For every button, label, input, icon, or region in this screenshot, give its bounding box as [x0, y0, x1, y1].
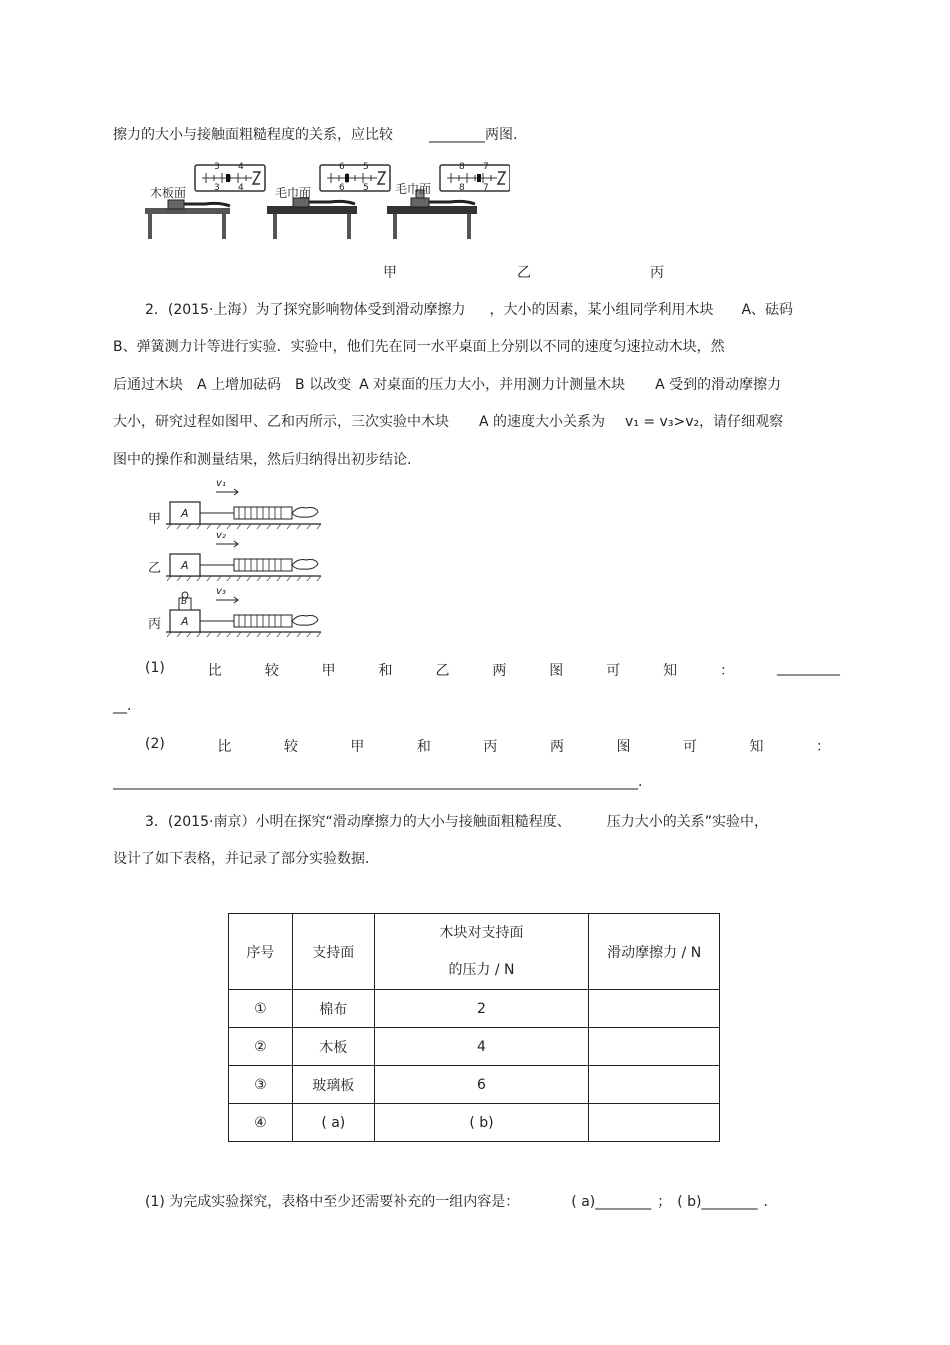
velocity-label: v₁: [216, 478, 226, 489]
table-row: ② 木板 4: [229, 1028, 720, 1066]
block-a: A: [181, 507, 189, 520]
figure-label-bing: 丙: [650, 265, 664, 281]
header-cell: 序号: [229, 914, 293, 990]
velocity-label: v₃: [216, 586, 226, 597]
q2-line-4: 大小，研究过程如图甲、乙和丙所示，三次实验中木块 A 的速度大小关系为 v₁ = v₃>v₂，请仔细观察: [113, 414, 784, 430]
scale-number: 6: [339, 183, 345, 193]
friction-photo-figure: [140, 160, 510, 242]
intro-line: 擦力的大小与接触面粗糙程度的关系，应比较 ________两图.: [113, 127, 518, 143]
scale-number: 6: [339, 162, 345, 172]
q2-line-3: 后通过木块 A 上增加砝码 B 以改变 A 对桌面的压力大小，并用测力计测量木块 A 受到的滑动摩擦力: [113, 377, 782, 393]
table-row: ① 棉布 2: [229, 990, 720, 1028]
answer-blank: ________: [429, 127, 485, 143]
q2-sub2: (2) 比 较 甲 和 丙 两 图 可 知 ：: [145, 736, 830, 755]
q2-line-1: 2．(2015·上海）为了探究影响物体受到滑动摩擦力 ，大小的因素，某小组同学利用木块 A、砝码: [145, 302, 794, 318]
table-row: ④ ( a) ( b): [229, 1104, 720, 1142]
q2-line-5: 图中的操作和测量结果，然后归纳得出初步结论.: [113, 452, 412, 468]
scale-number: 7: [483, 162, 489, 172]
table-header-row: [229, 914, 720, 990]
surface-label-1: 木板面: [150, 186, 187, 200]
row-label-jia: 甲: [148, 512, 162, 527]
block-pull-figure: [146, 480, 326, 640]
surface-label-2: 毛巾面: [275, 186, 312, 200]
scale-number: 5: [363, 162, 369, 172]
header-cell: 木块对支持面 的压力 / N: [374, 914, 589, 990]
weight-b: B: [181, 597, 188, 607]
block-a: A: [181, 559, 189, 572]
answer-blank: ( b)________: [677, 1194, 758, 1210]
figure-label-yi: 乙: [517, 265, 531, 281]
table-setup-drawing: [140, 160, 510, 242]
row-label-yi: 乙: [148, 561, 162, 576]
experiment-table: [228, 913, 720, 1142]
figure-label-jia: 甲: [383, 265, 397, 281]
q3-line-2: 设计了如下表格，并记录了部分实验数据.: [113, 851, 370, 867]
table-row: ③ 玻璃板 6: [229, 1066, 720, 1104]
scale-number: 4: [238, 162, 244, 172]
q2-line-2: B、弹簧测力计等进行实验．实验中，他们先在同一水平桌面上分别以不同的速度匀速拉动木块，然: [113, 339, 725, 355]
answer-blank: ( a)________: [571, 1194, 652, 1210]
header-cell: 滑动摩擦力 / N: [589, 914, 720, 990]
answer-blank: _________: [776, 660, 840, 676]
surface-label-3: 毛巾面: [395, 182, 432, 196]
q2-sub1: (1) 比 较 甲 和 乙 两 图 可 知 ： _________: [145, 660, 840, 679]
scale-number: 4: [238, 183, 244, 193]
block-a: A: [181, 615, 189, 628]
block-pull-drawing: [146, 480, 326, 640]
scale-number: 7: [483, 183, 489, 193]
scale-number: 3: [214, 183, 220, 193]
q3-line-1: 3．(2015·南京）小明在探究“滑动摩擦力的大小与接触面粗糙程度、 压力大小的关系”实验中，: [145, 814, 768, 830]
answer-blank: ___________________________________________________________________________.: [113, 774, 643, 790]
q3-sub1: (1) 为完成实验探究，表格中至少还需要补充的一组内容是： ( a)________ ； ( b)________ .: [145, 1194, 768, 1210]
scale-number: 8: [459, 183, 465, 193]
scale-number: 8: [459, 162, 465, 172]
scale-number: 3: [214, 162, 220, 172]
velocity-label: v₂: [216, 530, 226, 541]
row-label-bing: 丙: [148, 617, 162, 632]
header-cell: 支持面: [292, 914, 374, 990]
q2-sub1-continuation: __.: [113, 698, 132, 714]
scale-number: 5: [363, 183, 369, 193]
